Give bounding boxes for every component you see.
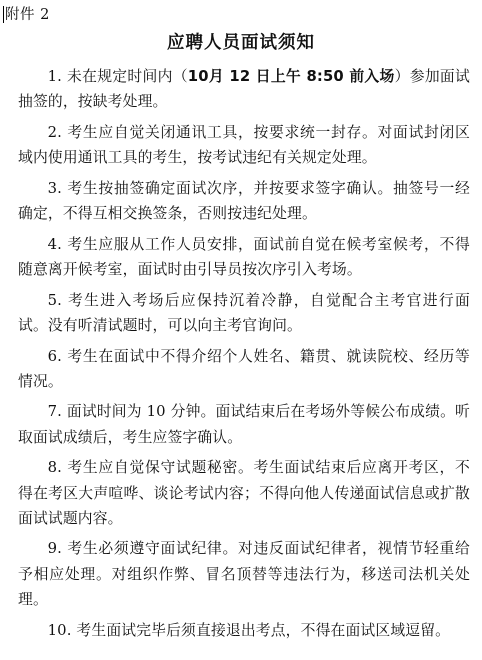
notice-paragraph-9: 9. 考生必须遵守面试纪律。对违反面试纪律者，视情节轻重给予相应处理。对组织作弊、冒名顶替等违法行为，移送司法机关处理。	[18, 540, 470, 608]
paragraph-1-pre: 1. 未在规定时间内（	[47, 68, 188, 85]
attachment-label: 附件 2	[5, 7, 50, 23]
notice-paragraph-7: 7. 面试时间为 10 分钟。面试结束后在考场外等候公布成绩。听取面试成绩后，考生应签字确认。	[18, 403, 470, 446]
notice-body	[18, 64, 470, 648]
notice-paragraph-2: 2. 考生应自觉关闭通讯工具，按要求统一封存。对面试封闭区域内使用通讯工具的考生，按考试违纪有关规定处理。	[18, 123, 470, 167]
text-cursor	[3, 6, 4, 23]
notice-paragraph-8: 8. 考生应自觉保守试题秘密。考生面试结束后应离开考区，不得在考区大声喧哗、谈论考试内容；不得向他人传递面试信息或扩散面试试题内容。	[18, 459, 470, 527]
paragraph-1-deadline: 10月 12 日上午 8:50 前入场	[187, 68, 395, 85]
paragraph-1-post: ）参加面试抽签的，按缺考处理。	[18, 68, 470, 111]
notice-paragraph-10: 10. 考生面试完毕后须直接退出考点，不得在面试区域逗留。	[47, 621, 451, 639]
notice-paragraph-1	[18, 64, 470, 114]
notice-paragraph-3: 3. 考生按抽签确定面试次序，并按要求签字确认。抽签号一经确定，不得互相交换签条，否则按违纪处理。	[18, 179, 470, 223]
notice-paragraph-5: 5. 考生进入考场后应保持沉着冷静，自觉配合主考官进行面试。没有听清试题时，可以向主考官询问。	[18, 291, 470, 334]
notice-paragraph-4: 4. 考生应服从工作人员安排，面试前自觉在候考室候考，不得随意离开候考室，面试时由引导员按次序引入考场。	[18, 235, 470, 278]
notice-paragraph-6: 6. 考生在面试中不得介绍个人姓名、籍贯、就读院校、经历等情况。	[18, 347, 470, 390]
page-title: 应聘人员面试须知	[167, 33, 315, 53]
